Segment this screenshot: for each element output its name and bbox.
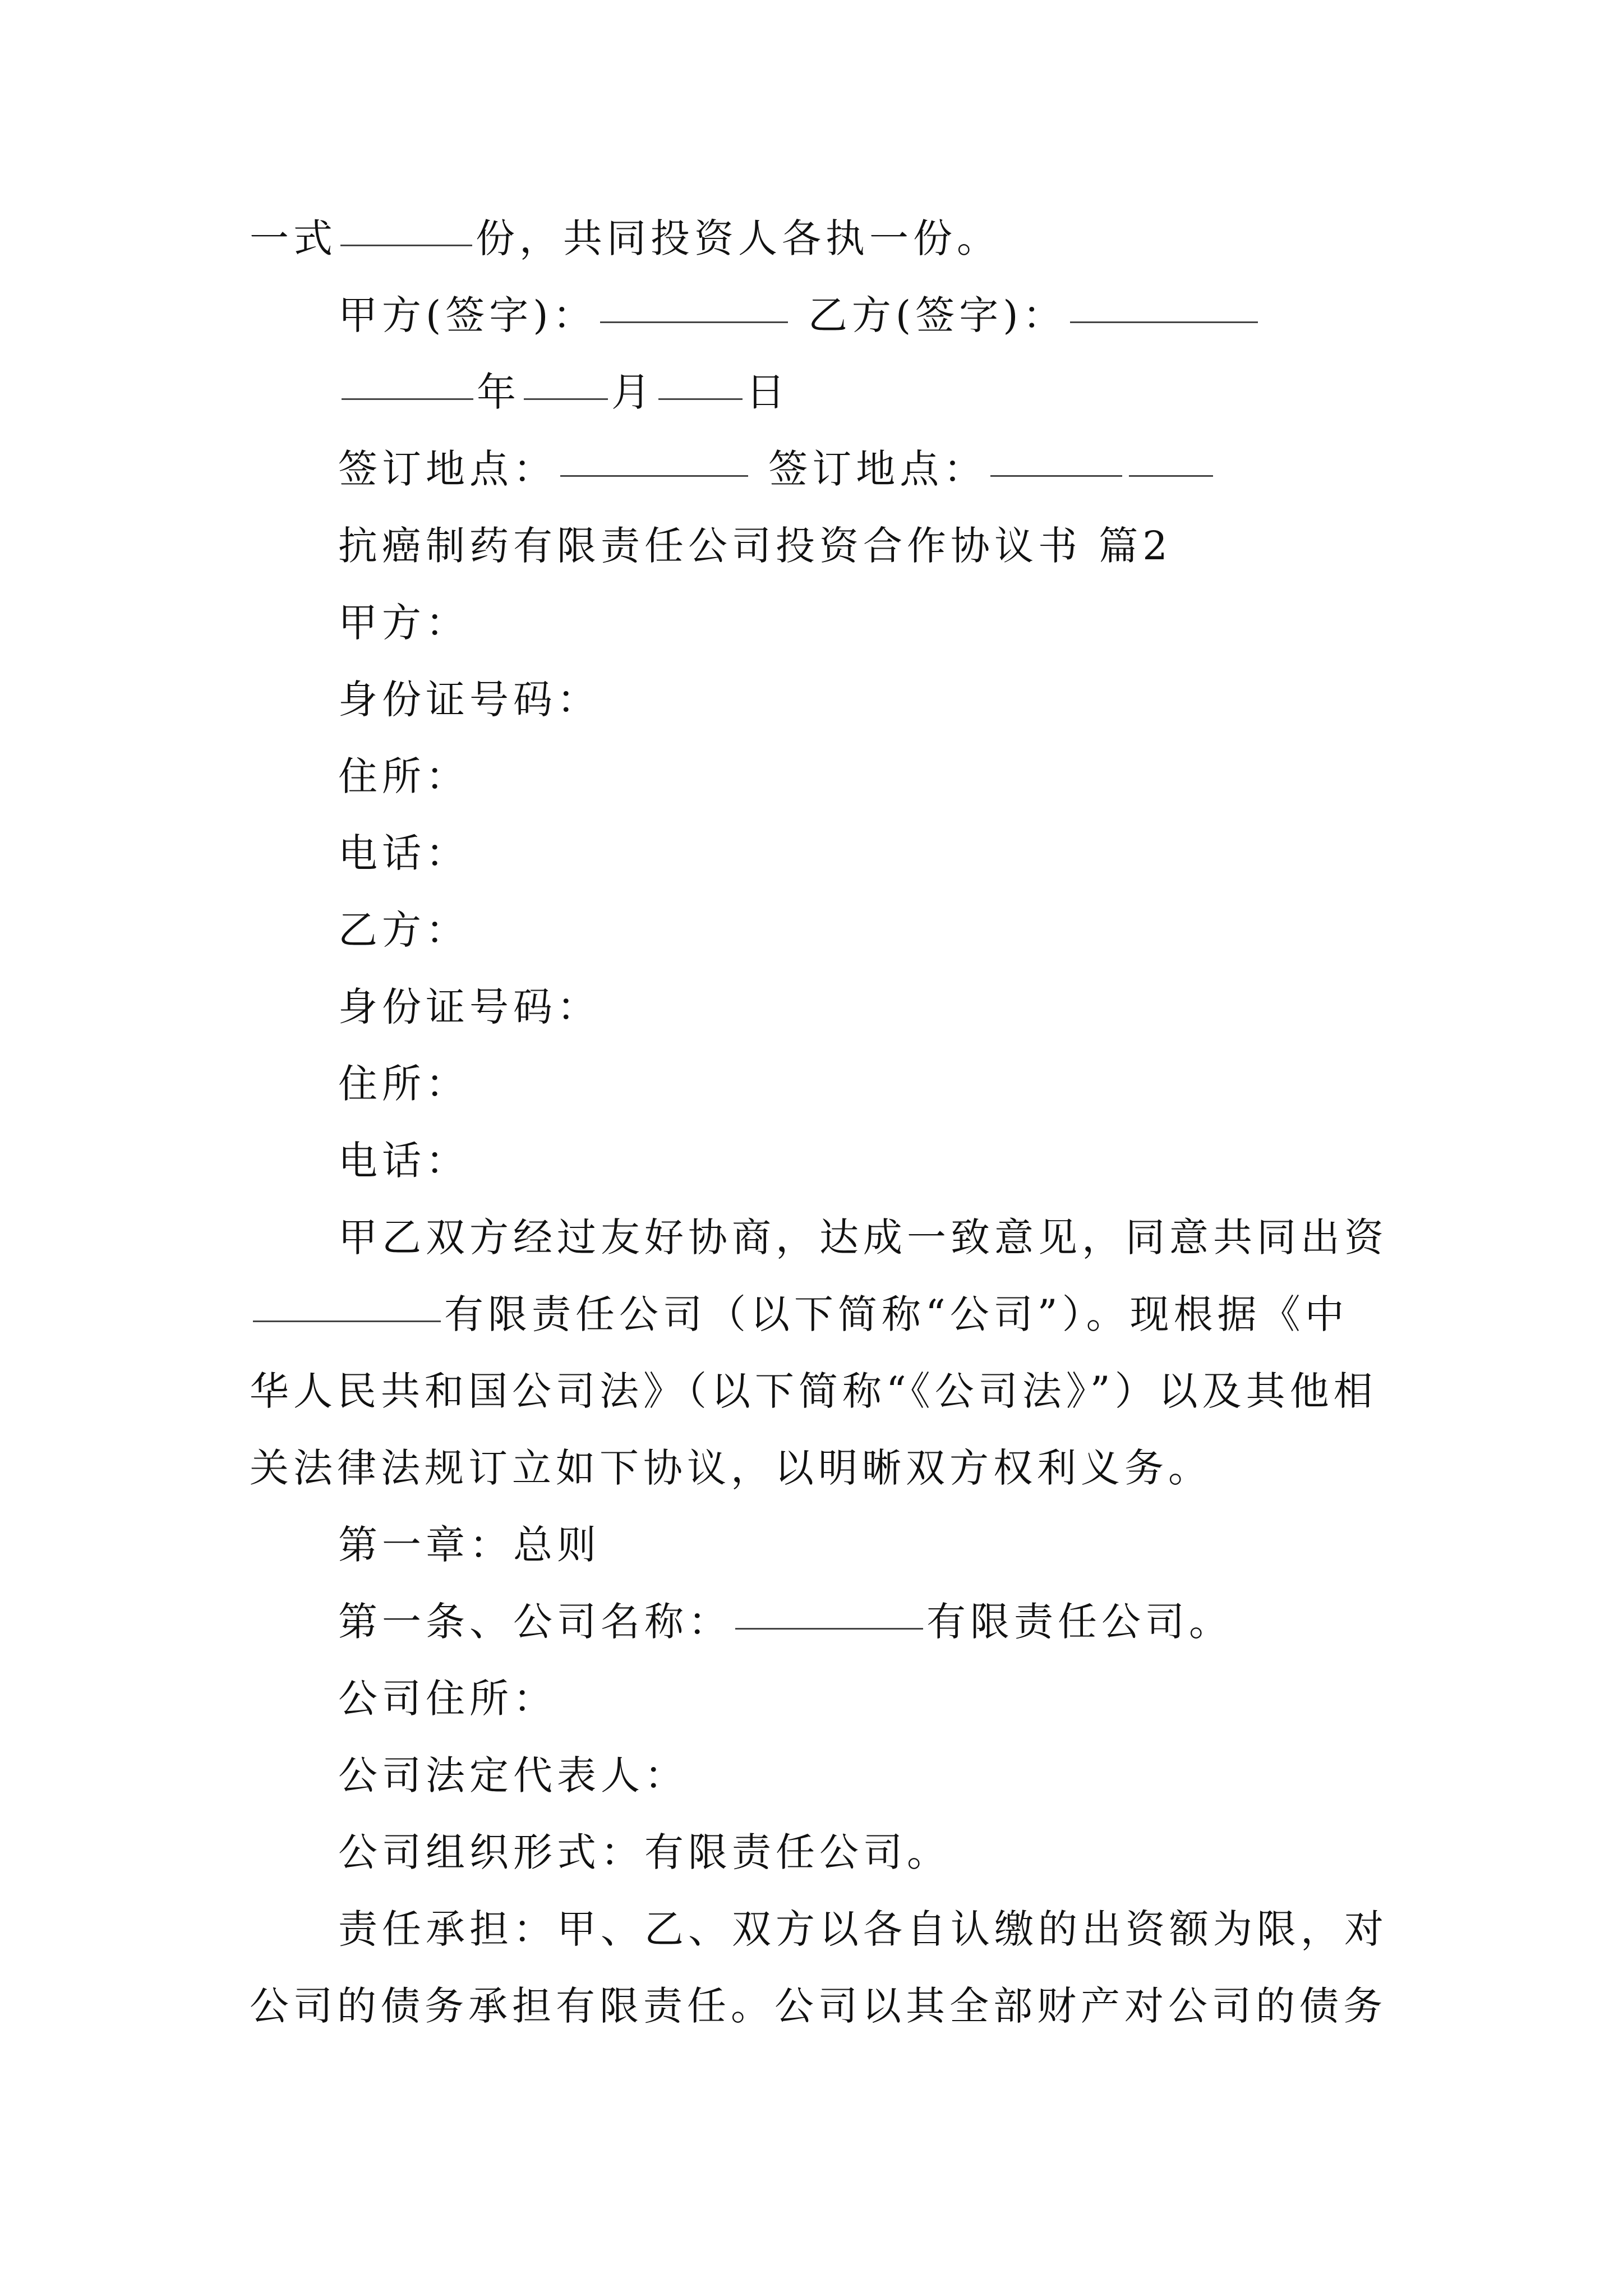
liability-line-2: 公司的债务承担有限责任。公司以其全部财产对公司的债务 [250,1983,1387,2029]
place-b-blank [990,475,1122,477]
party-a-label: 甲方： [338,600,469,646]
company-address: 公司住所： [338,1676,557,1722]
preamble-line-1: 甲乙双方经过友好协商，达成一致意见，同意共同出资 [338,1214,1388,1260]
place-a-blank [560,475,748,477]
preamble-line-2: 有限责任公司（以下简称“公司”）。现根据《中 [250,1276,1388,1353]
place-b-blank-extra [1129,475,1213,477]
date-line: 年 月 日 [338,354,1388,431]
liability-line-1: 责任承担：甲、乙、双方以各自认缴的出资额为限，对 [338,1906,1388,1952]
copies-blank [340,244,472,246]
month-blank [524,398,608,400]
copies-clause: 一式 份，共同投资人各执一份。 [250,215,1000,261]
legal-representative: 公司法定代表人： [338,1752,688,1798]
company-name-blank [253,1320,441,1322]
signing-place-line: 签订地点： 签订地点： [338,431,1388,508]
preamble-line-3: 华人民共和国公司法》（以下简称“《公司法》”）以及其他相 [250,1368,1377,1414]
signature-line: 甲方(签字)： 乙方(签字)： [338,277,1388,354]
party-b-phone: 电话： [338,1138,469,1184]
party-a-phone: 电话： [338,830,469,876]
article-1-company-name: 第一条、公司名称： 有限责任公司。 [338,1599,1233,1645]
preamble-line-4: 关法律法规订立如下协议，以明晰双方权利义务。 [250,1445,1212,1491]
party-a-address: 住所： [338,753,469,799]
article-company-name-blank [735,1627,923,1630]
day-blank [658,398,743,400]
party-a-id: 身份证号码： [338,677,601,723]
section-title: 抗癌制药有限责任公司投资合作协议书 篇2 [338,523,1172,569]
party-b-signature-blank [1070,321,1258,323]
party-a-signature-blank [600,321,788,323]
year-blank [342,398,473,400]
party-b-label: 乙方： [338,907,469,953]
party-b-id: 身份证号码： [338,984,601,1030]
chapter-title: 第一章：总则 [338,1522,601,1568]
organization-form: 公司组织形式：有限责任公司。 [338,1829,951,1875]
party-b-address: 住所： [338,1061,469,1107]
